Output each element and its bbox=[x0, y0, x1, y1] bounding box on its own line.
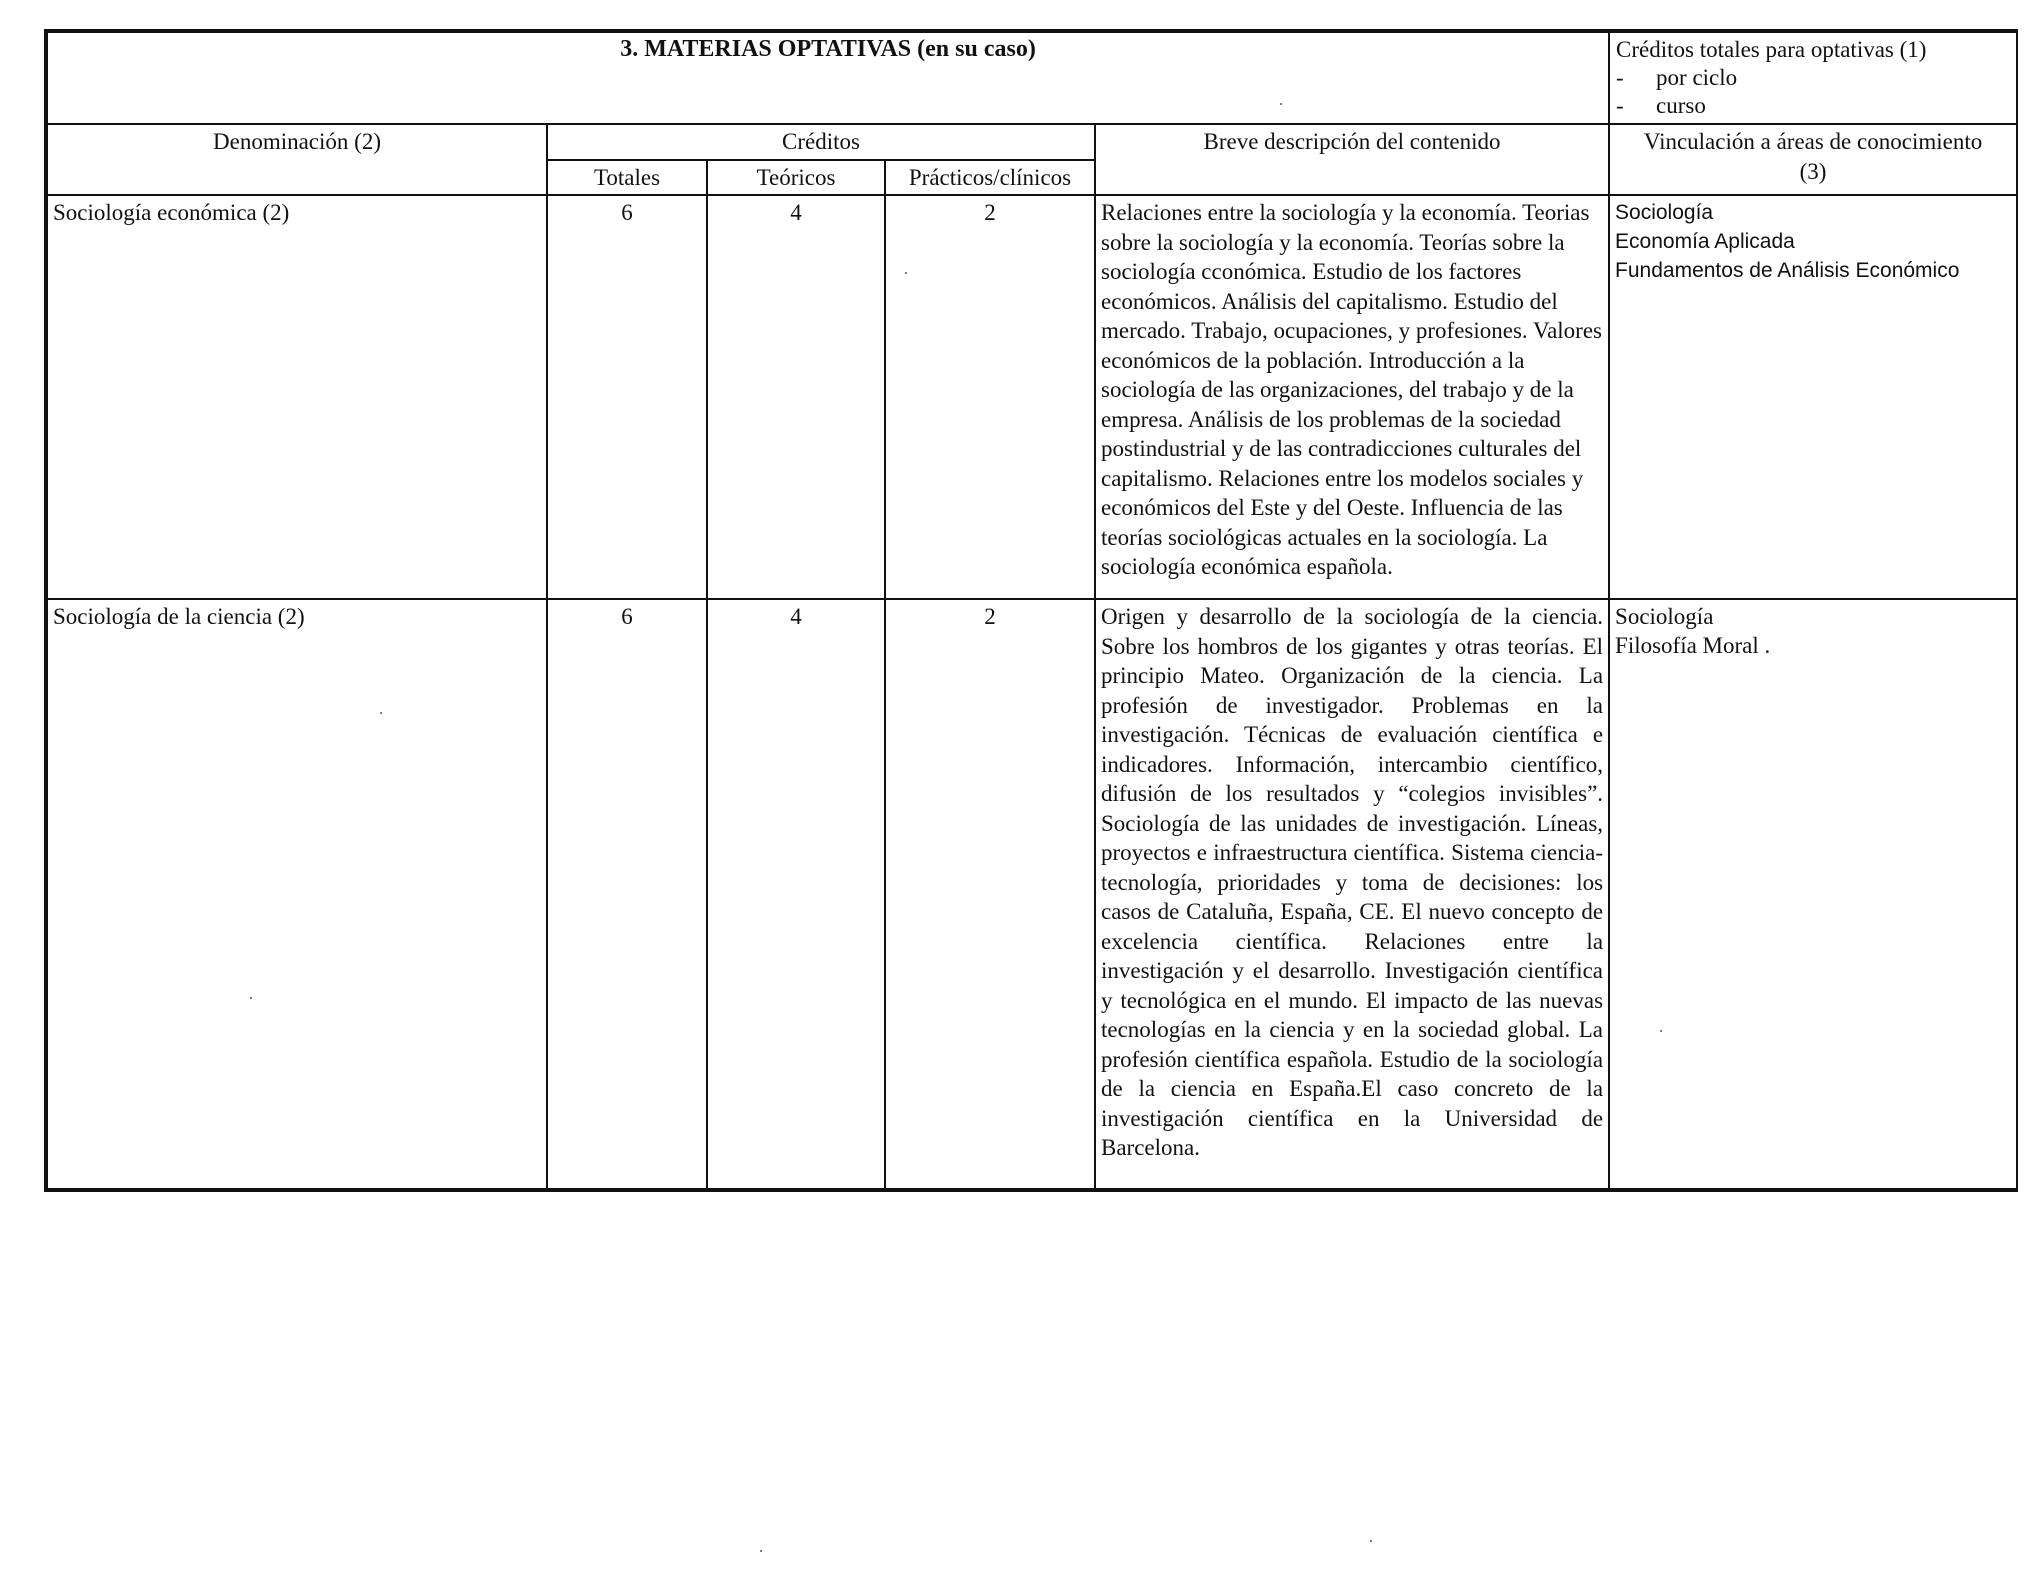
scan-speck bbox=[1660, 1030, 1662, 1032]
credits-total-label: curso bbox=[1656, 93, 1706, 118]
subject-name: Sociología de la ciencia (2) bbox=[47, 599, 547, 1189]
scan-speck bbox=[1280, 103, 1282, 105]
subject-name: Sociología económica (2) bbox=[47, 195, 547, 599]
section-title-text: 3. MATERIAS OPTATIVAS (en su caso) bbox=[620, 36, 1036, 62]
table-row bbox=[47, 599, 2017, 1189]
optional-subjects-form bbox=[44, 29, 2018, 1192]
subject-description: Origen y desarrollo de la sociología de la ciencia. Sobre los hombros de los gigantes y otras teorías. El principio Mateo. Organización de la ciencia. La profesión de investigador. Problemas en la investigación. Técnicas de evaluación científica e indicadores. Información, intercambio científico, difusión de los resultados y “colegios invisibles”. Sociología de las unidades de investigación. Líneas, proyectos e infraestructura científica. Sistema ciencia-tecnología, prioridades y toma de decisiones: los casos de Cataluña, España, CE. El nuevo concepto de excelencia científica. Relaciones entre la investigación y el desarrollo. Investigación científica y tecnológica en el mundo. El impacto de las nuevas tecnologías en la ciencia y en la sociedad global. La profesión científica española. Estudio de la sociología de la ciencia en España.El caso concreto de la investigación científica en la Universidad de Barcelona. bbox=[1095, 599, 1609, 1189]
credits-teoricos: 4 bbox=[707, 599, 885, 1189]
credits-totales: 6 bbox=[547, 195, 707, 599]
area-item: Filosofía Moral . bbox=[1615, 633, 1771, 658]
credits-total-item bbox=[1616, 92, 2010, 120]
dash-mark: - bbox=[1616, 93, 1624, 118]
header-descripcion: Breve descripción del contenido bbox=[1095, 124, 1609, 195]
area-item: Economía Aplicada bbox=[1615, 230, 1795, 253]
credits-totales: 6 bbox=[547, 599, 707, 1189]
scan-speck bbox=[760, 1550, 762, 1552]
header-vinculacion bbox=[1609, 124, 2017, 195]
area-item: Sociología bbox=[1615, 604, 1714, 629]
credits-total-item bbox=[1616, 64, 2010, 92]
subjects-table bbox=[46, 31, 2018, 1190]
header-vinculacion-line2: (3) bbox=[1799, 158, 1827, 184]
scan-speck bbox=[250, 997, 252, 999]
header-denominacion: Denominación (2) bbox=[47, 124, 547, 195]
credits-total-label: por ciclo bbox=[1656, 65, 1738, 90]
area-item: Fundamentos de Análisis Económico bbox=[1615, 259, 1960, 282]
dash-mark: - bbox=[1616, 65, 1624, 90]
header-teoricos: Teóricos bbox=[707, 160, 885, 196]
knowledge-areas bbox=[1609, 195, 2017, 599]
title-row bbox=[47, 32, 2017, 124]
scan-speck bbox=[905, 272, 907, 274]
credits-total-box bbox=[1609, 32, 2017, 124]
knowledge-areas bbox=[1609, 599, 2017, 1189]
header-vinculacion-line1: Vinculación a áreas de conocimiento bbox=[1643, 129, 1983, 154]
scan-speck bbox=[380, 712, 382, 714]
scan-speck bbox=[1370, 1540, 1372, 1542]
section-title bbox=[47, 32, 1609, 124]
header-totales: Totales bbox=[547, 160, 707, 196]
header-practicos: Prácticos/clínicos bbox=[885, 160, 1095, 196]
header-creditos: Créditos bbox=[547, 124, 1095, 160]
header-row-1 bbox=[47, 124, 2017, 160]
credits-practicos: 2 bbox=[885, 195, 1095, 599]
area-item: Sociología bbox=[1615, 201, 1714, 224]
credits-total-heading: Créditos totales para optativas (1) bbox=[1616, 37, 1927, 62]
credits-teoricos: 4 bbox=[707, 195, 885, 599]
subject-description: Relaciones entre la sociología y la economía. Teorias sobre la sociología y la economía. Teorías sobre la sociología cconómica. Estudio de los factores económicos. Análisis del capitalismo. Estudio del mercado. Trabajo, ocupaciones, y profesiones. Valores económicos de la población. Introducción a la sociología de las organizaciones, del trabajo y de la empresa. Análisis de los problemas de la sociedad postindustrial y de las contradicciones culturales del capitalismo. Relaciones entre los modelos sociales y económicos del Este y del Oeste. Influencia de las teorías sociológicas actuales en la sociología. La sociología económica española. bbox=[1095, 195, 1609, 599]
table-row bbox=[47, 195, 2017, 599]
credits-practicos: 2 bbox=[885, 599, 1095, 1189]
